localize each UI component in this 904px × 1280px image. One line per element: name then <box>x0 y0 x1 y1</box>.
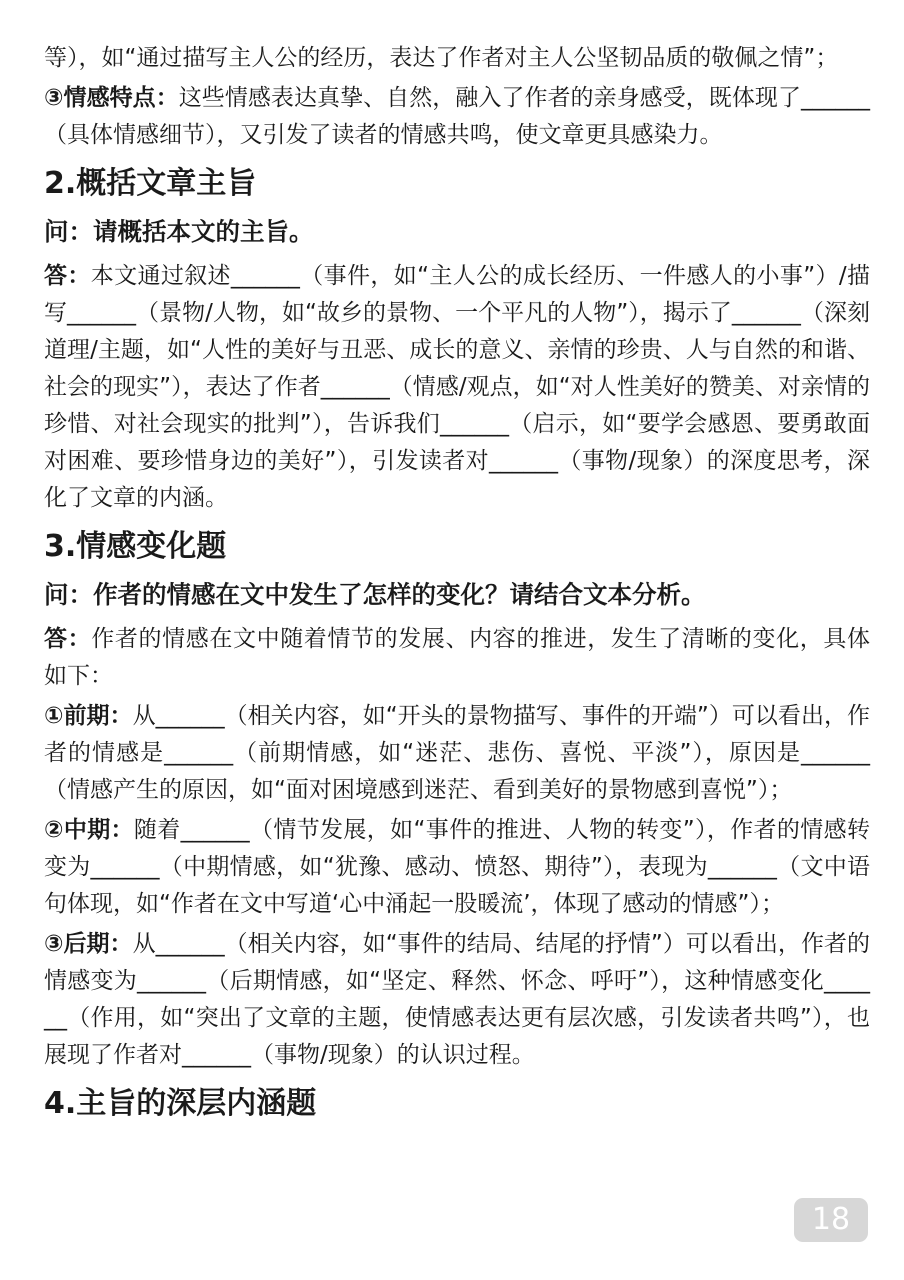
section-heading-3: 3.情感变化题 <box>44 529 227 564</box>
answer-label: 答： <box>44 626 92 652</box>
answer-2 <box>44 258 870 517</box>
question-3: 问：作者的情感在文中发生了怎样的变化？请结合文本分析。 <box>44 580 706 609</box>
early-stage-item <box>44 698 870 809</box>
section-heading-4: 4.主旨的深层内涵题 <box>44 1086 317 1121</box>
answer-text: 本文通过叙述______（事件，如“主人公的成长经历、一件感人的小事”）/描写______（景物/人物，如“故乡的景物、一个平凡的人物”），揭示了______（深刻道理/主题，如“人性的美好与丑恶、成长的意义、亲情的珍贵、人与自然的和谐、社会的现实”），表达了作者______（情感/观点，如“对人性美好的赞美、对亲情的珍惜、对社会现实的批判”），告诉我们______（启示，如“要学会感恩、要勇敢面对困难、要珍惜身边的美好”），引发读者对______（事物/现象）的深度思考，深化了文章的内涵。 <box>44 263 870 511</box>
page-number-badge: 18 <box>794 1198 868 1242</box>
item-label: ①前期： <box>44 703 133 729</box>
item-text: 随着______（情节发展，如“事件的推进、人物的转变”），作者的情感转变为______（中期情感，如“犹豫、感动、愤怒、期待”），表现为______（文中语句体现，如“作者在文中写道‘心中涌起一股暖流’，体现了感动的情感”）； <box>44 817 870 917</box>
answer-text: 作者的情感在文中随着情节的发展、内容的推进，发生了清晰的变化，具体如下： <box>44 626 871 689</box>
document-page <box>44 40 870 1132</box>
section-heading-2: 2.概括文章主旨 <box>44 166 257 201</box>
paragraph-continuation: 等），如“通过描写主人公的经历，表达了作者对主人公坚韧品质的敬佩之情”； <box>44 45 839 71</box>
item-label: ②中期： <box>44 817 134 843</box>
answer-3 <box>44 621 870 695</box>
middle-stage-item <box>44 812 870 923</box>
late-stage-item <box>44 926 870 1074</box>
item-label: ③后期： <box>44 931 133 957</box>
item-text: 这些情感表达真挚、自然，融入了作者的亲身感受，既体现了______（具体情感细节），又引发了读者的情感共鸣，使文章更具感染力。 <box>44 85 870 148</box>
item-text: 从______（相关内容，如“开头的景物描写、事件的开端”）可以看出，作者的情感是______（前期情感，如“迷茫、悲伤、喜悦、平淡”），原因是______（情感产生的原因，如“面对困境感到迷茫、看到美好的景物感到喜悦”）； <box>44 703 870 803</box>
answer-label: 答： <box>44 263 91 289</box>
item-label: ③情感特点： <box>44 85 179 111</box>
question-2: 问：请概括本文的主旨。 <box>44 217 314 246</box>
emotion-feature-item <box>44 80 870 154</box>
item-text: 从______（相关内容，如“事件的结局、结尾的抒情”）可以看出，作者的情感变为______（后期情感，如“坚定、释然、怀念、呼吁”），这种情感变化______（作用，如“突出了文章的主题，使情感表达更有层次感，引发读者共鸣”），也展现了作者对______（事物/现象）的认识过程。 <box>44 931 870 1068</box>
